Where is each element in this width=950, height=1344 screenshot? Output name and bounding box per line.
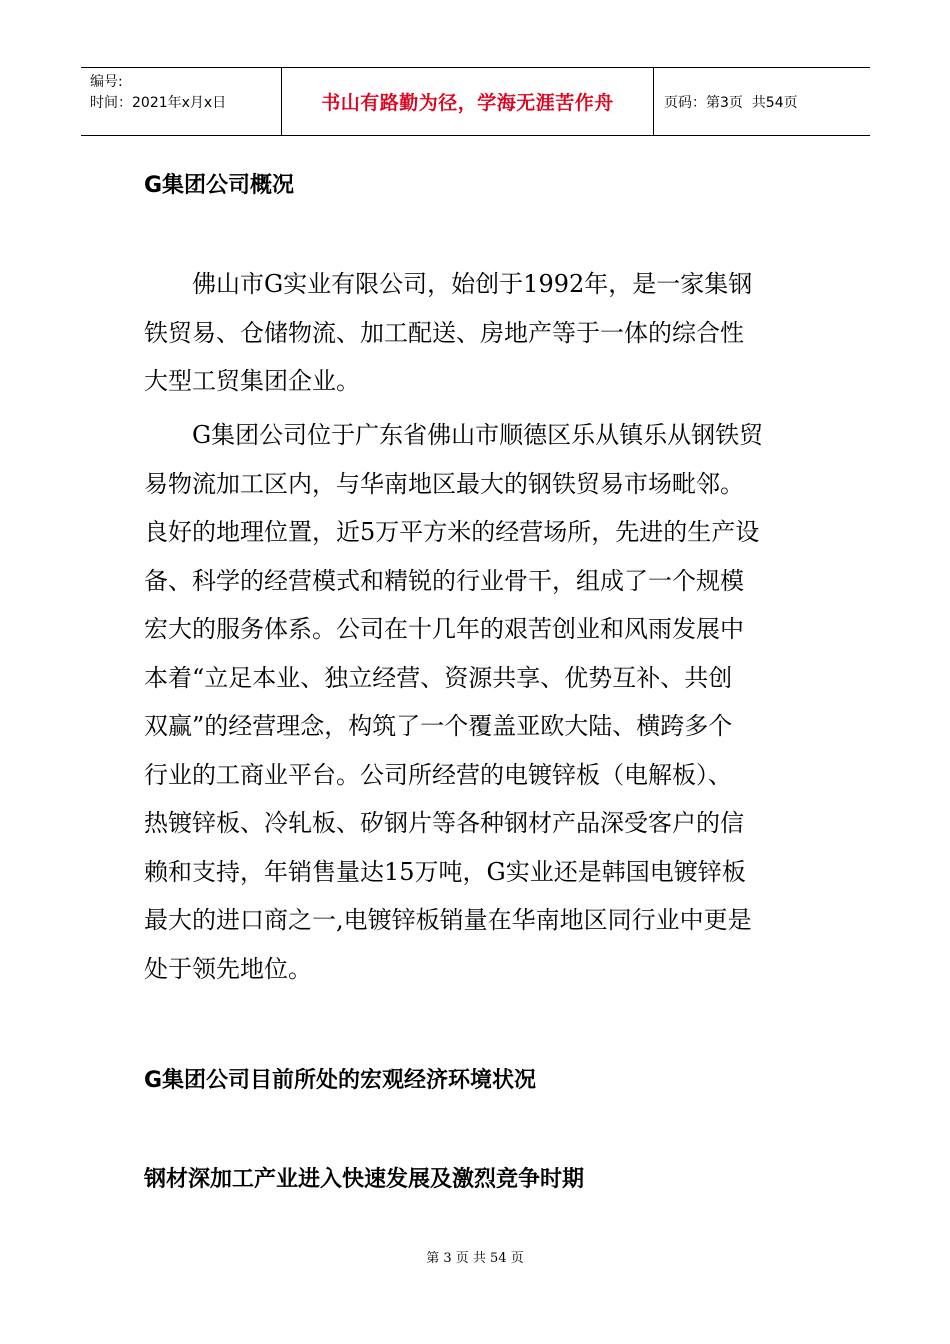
paragraph-location [144, 411, 824, 993]
paragraph-line: 处于领先地位。 [144, 954, 312, 983]
paragraph-line: 良好的地理位置，近5万平方米的经营场所，先进的生产设 [144, 518, 760, 546]
paragraph-line: 佛山市G实业有限公司，始创于1992年，是一家集钢 [144, 270, 753, 298]
document-number-label: 编号: [90, 74, 123, 90]
section-heading-steel-processing: 钢材深加工产业进入快速发展及激烈竞争时期 [144, 1167, 585, 1192]
header-page-cell [654, 68, 870, 135]
paragraph-line: G集团公司位于广东省佛山市顺德区乐从镇乐从钢铁贸 [144, 421, 764, 449]
section-heading-macro-environment: G集团公司目前所处的宏观经济环境状况 [144, 1068, 537, 1093]
paragraph-line: 本着“立足本业、独立经营、资源共享、优势互补、共创 [144, 663, 733, 692]
paragraph-line: 易物流加工区内，与华南地区最大的钢铁贸易市场毗邻。 [144, 469, 744, 498]
header-motto: 书山有路勤为径，学海无涯苦作舟 [321, 92, 614, 114]
header-motto-cell [282, 68, 654, 135]
paragraph-line: 备、科学的经营模式和精锐的行业骨干，组成了一个规模 [144, 566, 744, 595]
document-date-label: 时间：2021年x月x日 [90, 95, 227, 111]
paragraph-line: 最大的进口商之一,电镀锌板销量在华南地区同行业中更是 [144, 906, 752, 934]
paragraph-line: 双赢”的经营理念，构筑了一个覆盖亚欧大陆、横跨多个 [144, 712, 733, 740]
page-header [81, 67, 870, 136]
paragraph-intro [144, 260, 824, 406]
section-heading-company-overview: G集团公司概况 [144, 173, 295, 198]
paragraph-line: 宏大的服务体系。公司在十几年的艰苦创业和风雨发展中 [144, 615, 744, 643]
paragraph-line: 铁贸易、仓储物流、加工配送、房地产等于一体的综合性 [144, 318, 744, 347]
paragraph-line: 热镀锌板、冷轧板、矽钢片等各种钢材产品深受客户的信 [144, 809, 744, 837]
header-page-number: 页码：第3页 共54页 [664, 94, 798, 111]
paragraph-line: 大型工贸集团企业。 [144, 367, 360, 395]
paragraph-line: 赖和支持，年销售量达15万吨，G实业还是韩国电镀锌板 [144, 857, 746, 886]
page-footer-number: 第 3 页 共 54 页 [426, 1251, 524, 1266]
paragraph-line: 行业的工商业平台。公司所经营的电镀锌板（电解板）、 [144, 760, 732, 789]
header-info-cell [81, 68, 282, 135]
